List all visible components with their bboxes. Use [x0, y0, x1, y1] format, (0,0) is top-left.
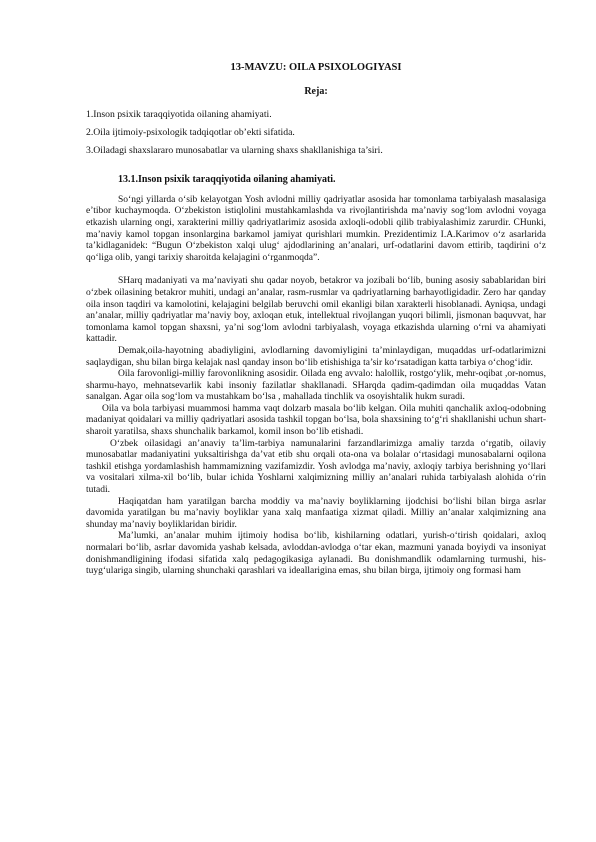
- body-paragraph: So‘ngi yillarda o‘sib kelayotgan Yosh avlodni milliy qadriyatlar asosida har tomonlama tarbiyalash masalasiga e’tibor kuchaymoqda. O‘zbekiston istiqlolini mustahkamlashda va rivojlantirishda ma’naviy sog‘lom avlodni voyaga etkazish ularning ongi, xarakterini milliy qadriyatlarimiz asosida axloqli-odobli qilib trabiyalashimiz zarurdir. CHunki, ma’naviy kamol topgan insonlargina barkamol jamiyat qurishlari mumkin. Prezidentimiz I.A.Karimov o‘z asarlarida ta’kidlaganidek: “Bugun O‘zbekiston xalqi ulug‘ ajdodlarining an’analari, urf-odatlarini davom ettirib, taqdirini o‘z qo‘liga olib, yangi tarixiy sharoitda kelajagini o‘rganmoqda”.: [86, 194, 546, 263]
- body-paragraph: Oila va bola tarbiyasi muammosi hamma vaqt dolzarb masala bo‘lib kelgan. Oila muhiti qanchalik axloq-odobning madaniyat qoidalari va milliy qadriyatlari asosida tashkil topgan bo‘lsa, bola shaxsining to‘g‘ri shakllanishi uchun shart-sharoit yaratilsa, shaxs shunchalik barkamol, komil inson bo‘lib etishadi.: [86, 403, 546, 438]
- plan-item: 2.Oila ijtimoiy-psixologik tadqiqotlar ob’ekti sifatida.: [86, 127, 295, 139]
- section-heading: 13.1.Inson psixik taraqqiyotida oilaning ahamiyati.: [118, 174, 336, 186]
- body-paragraph: Demak,oila-hayotning abadiyligini, avlodlarning davomiyligini ta’minlaydigan, muqaddas urf-odatlarimizni saqlaydigan, shu bilan birga kelajak nasl qanday inson bo‘lib etishishiga ta’sir ko‘rsatadigan katta tarbiya o‘chog‘idir.: [86, 345, 546, 368]
- plan-heading: Reja:: [304, 85, 328, 97]
- body-paragraph: SHarq madaniyati va ma’naviyati shu qadar noyob, betakror va jozibali bo‘lib, buning asosiy sabablaridan biri o‘zbek oilasining betakror muhiti, undagi an’analar, rasm-rusmlar va qadriyatlarning barhayotligidadir. Zero har qanday oila inson taqdiri va kamolotini, kelajagini belgilab beruvchi omil ekanligi bilan xarakterli hisoblanadi. Ayniqsa, undagi an’analar, milliy qadriyatlar ma’naviy boy, axloqan etuk, intellektual rivojlangan yuqori bilimli, jismonan baquvvat, har tomonlama kamol topgan shaxsni, ya’ni sog‘lom avlodni tarbiyalash, voyaga etkazishda ularning o‘rni va ahamiyati kattadir.: [86, 276, 546, 345]
- body-paragraph: Ma’lumki, an’analar muhim ijtimoiy hodisa bo‘lib, kishilarning odatlari, yurish-o‘tirish qoidalari, axloq normalari bo‘lib, asrlar davomida yashab kelsada, avloddan-avlodga o‘tar ekan, mazmuni yanada boyiydi va insoniyat donishmandligining ifodasi sifatida xalq pedagogikasiga aylanadi. Bu donishmandlik odamlarning turmushi, his-tuyg‘ulariga singib, ularning shunchaki qarashlari va ideallarigina emas, shu bilan birga, ijtimoiy ong formasi ham: [86, 531, 546, 577]
- body-paragraph: O‘zbek oilasidagi an’anaviy ta’lim-tarbiya namunalarini farzandlarimizga amaliy tarzda o‘rgatib, oilaviy munosabatlar madaniyatini yuksaltirishga da’vat etib shu orqali ota-ona va bolalar o‘rtasidagi munosabalarni oqilona tashkil etishga yordamlashish hammamizning vazifamizdir. Yosh avlodga ma’naviy, axloqiy tarbiya berishning yo‘llari va vositalari xilma-xil bo‘lib, bular ichida Yoshlarni xalqimizning milliy an’analari ruhida tarbiyalash alohida o‘rin tutadi.: [86, 438, 546, 496]
- plan-list: [86, 109, 546, 156]
- plan-item: 1.Inson psixik taraqqiyotida oilaning ahamiyati.: [86, 109, 272, 121]
- body-paragraph: Oila farovonligi-milliy farovonlikning asosidir. Oilada eng avvalo: halollik, rostgo‘ylik, mehr-oqibat ,or-nomus, sharmu-hayo, mehnatsevarlik kabi insoniy fazilatlar shakllanadi. SHarqda qadim-qadimdan oila muqaddas Vatan sanalgan. Agar oila sog‘lom va mustahkam bo‘lsa , mahallada tinchlik va osoyishtalik hukm suradi.: [86, 369, 546, 403]
- body-paragraph: Haqiqatdan ham yaratilgan barcha moddiy va ma’naviy boyliklarning ijodchisi bo‘lishi bilan birga asrlar davomida yaratilgan bu ma’naviy boyliklar yana xalq manfaatiga xizmat qiladi. Milliy an’analar xalqimizning ana shunday ma’naviy boyliklaridan biridir.: [86, 496, 546, 530]
- document-title: 13-MAVZU: OILA PSIXOLOGIYASI: [230, 62, 402, 73]
- plan-item: 3.Oiladagi shaxslararo munosabatlar va ularning shaxs shakllanishiga ta’siri.: [86, 145, 383, 157]
